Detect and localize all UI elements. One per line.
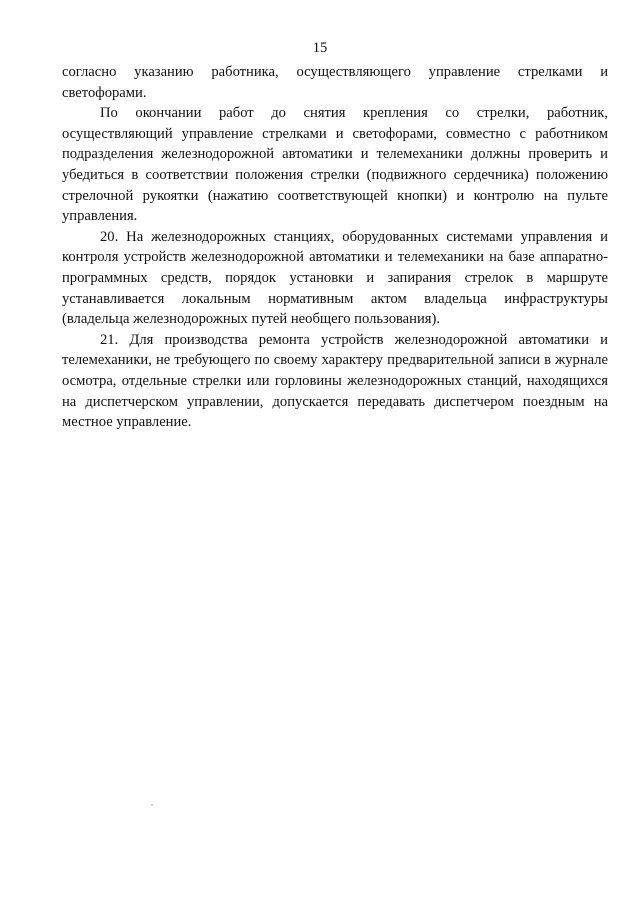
paragraph-switch-check: По окончании работ до снятия крепления со стрелки, работник, осуществляющий управление стрелками и светофорами, совместно с работником подразделения железнодорожной автоматики и телемеханики должны проверить и убедиться в соответствии положения стрелки (подвижного сердечника) положению стрелочной рукоятки (нажатию соответствующей кнопки) и контролю на пульте управления. xyxy=(62,105,608,225)
paragraph-item-20: 20. На железнодорожных станциях, оборудованных системами управления и контроля устройств железнодорожной автоматики и телемеханики на базе аппаратно-программных средств, порядок установки и запирания стрелок в маршруте устанавливается локальным нормативным актом владельца инфраструктуры (владельца железнодорожных путей необщего пользования). xyxy=(62,228,608,328)
scan-speck xyxy=(151,804,153,806)
paragraph-continuation: согласно указанию работника, осуществляющего управление стрелками и светофорами. xyxy=(62,64,608,101)
page-number: 15 xyxy=(312,40,328,56)
document-body xyxy=(62,62,608,433)
paragraph-item-21: 21. Для производства ремонта устройств железнодорожной автоматики и телемеханики, не требующего по своему характеру предварительной записи в журнале осмотра, отдельные стрелки или горловины железнодорожных станций, находящихся на диспетчерском управлении, допускается передавать диспетчером поездным на местное управление. xyxy=(62,331,608,431)
